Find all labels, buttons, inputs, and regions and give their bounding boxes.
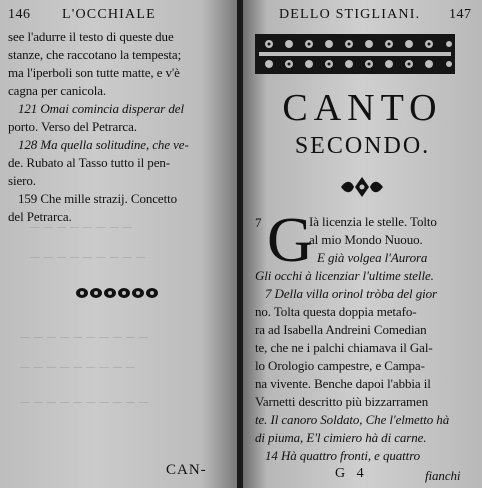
right-page [243, 0, 482, 488]
catchword: CAN- [166, 462, 207, 478]
note-line: Varnetti descritto più bizzarramen [255, 394, 429, 409]
note-line: 7 Della villa orinol tròba del gior [265, 286, 437, 301]
fleuron-ornament [74, 284, 164, 302]
show-through-text: — — — — — — — — [30, 222, 133, 233]
text-line: see l'adurre il testo di queste due [8, 29, 174, 44]
show-through-text: — — — — — — — — — [20, 362, 136, 373]
verse-line: Ià licenzia le stelle. Tolto [309, 214, 437, 229]
stanza-number: 7 [255, 215, 262, 230]
canto-subtitle: SECONDO. [294, 133, 431, 159]
show-through-text: — — — — — — — — — [30, 252, 146, 263]
text-line: 121 Omai comincia disperar del [18, 101, 184, 116]
note-line: no. Tolta questa doppia metafo- [255, 304, 417, 319]
text-line: cagna per canicola. [8, 83, 107, 98]
verse-line: E già volgea l'Aurora [317, 250, 428, 265]
text-line: siero. [8, 173, 36, 188]
note-line: 14 Hà quattro fronti, e quattro [265, 448, 421, 463]
note-line: te. Il canoro Soldato, Che l'elmetto hà [255, 412, 450, 427]
show-through-text: — — — — — — — — — — [20, 397, 149, 408]
running-head: DELLO STIGLIANI. [279, 7, 421, 22]
signature-mark: G 4 [335, 466, 368, 481]
canto-title: CANTO [282, 87, 443, 129]
text-line: 128 Ma quella solitudine, che ve- [18, 137, 189, 152]
drop-cap: G [267, 204, 314, 275]
text-line: ma l'iperboli son tutte matte, e v'è [8, 65, 180, 80]
text-line: de. Rubato al Tasso tutto il pen- [8, 155, 170, 170]
page-number: 146 [8, 7, 31, 22]
running-head: L'OCCHIALE [62, 7, 156, 22]
note-line: na vivente. Benche dapoi l'abbia il [255, 376, 431, 391]
left-page [0, 0, 237, 488]
note-line: ra ad Isabella Andreini Comedian [255, 322, 427, 337]
text-line: 159 Che mille strazij. Concetto [18, 191, 178, 206]
text-line: stanze, che raccotano la tempesta; [8, 47, 182, 62]
headpiece-ornament [255, 34, 455, 74]
note-line: lo Orologio campestre, e Campa- [255, 358, 425, 373]
verse-line: Gli occhi à licenziar l'ultime stelle. [255, 268, 434, 283]
text-line: del Petrarca. [8, 209, 72, 224]
catchword: fianchi [425, 468, 461, 483]
page-number: 147 [449, 7, 472, 22]
show-through-text: — — — — — — — — — — [20, 332, 149, 343]
note-line: di piuma, E'l cimiero hà di carne. [255, 430, 427, 445]
note-line: te, che ne i palchi chiamava il Gal- [255, 340, 433, 355]
verse-line: al mio Mondo Nuouo. [309, 232, 423, 247]
text-line: porto. Verso del Petrarca. [8, 119, 137, 134]
fleuron-ornament [339, 176, 385, 198]
